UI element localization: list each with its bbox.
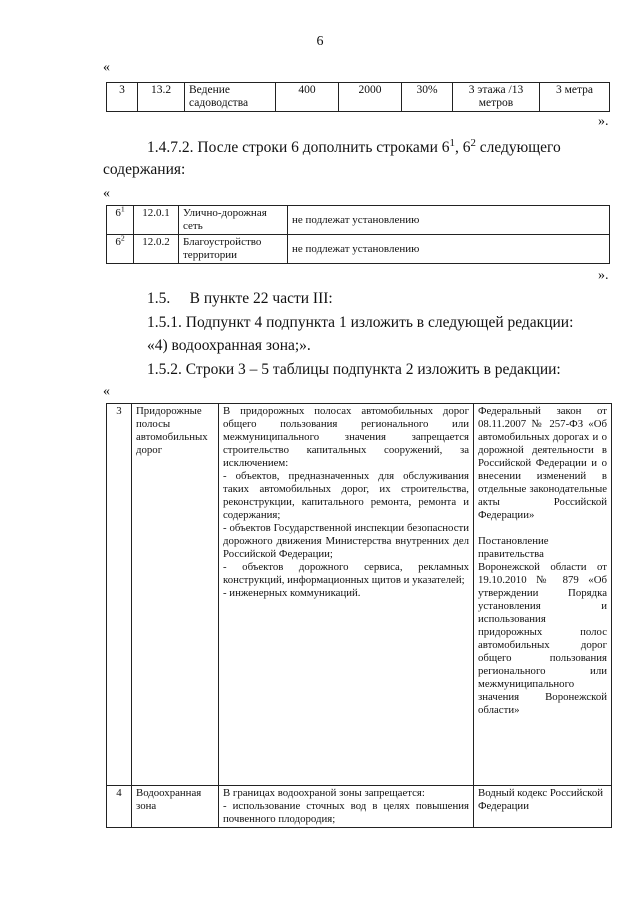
superscript: 2 bbox=[470, 136, 476, 149]
paragraph-1-4-7-2-line2: содержания: bbox=[103, 161, 186, 178]
cell-legal-basis: Водный кодекс Российской Федерации bbox=[474, 786, 612, 828]
table-row bbox=[107, 83, 610, 112]
cell-num bbox=[107, 235, 134, 264]
superscript: 1 bbox=[120, 204, 125, 214]
cell-legal-basis: Федеральный закон от 08.11.2007 № 257-ФЗ «Об автомобильных дорогах и о дорожной деятельности в Российской Федерации и о внесении изменений в отдельные законодательные акты Российской Федерации» Постановление правительства Воронежской области от 19.10.2010 № 879 «Об утверждении Порядка установления и использования придорожных полос автомобильных дорог общего пользования регионального или межмуниципального значения Воронежской области» bbox=[474, 404, 612, 786]
paragraph-1-5: 1.5. В пункте 22 части III: bbox=[147, 290, 333, 307]
quote-open-2: « bbox=[103, 186, 110, 201]
table-zoning-params bbox=[106, 82, 610, 112]
superscript: 2 bbox=[120, 233, 125, 243]
cell-code: 12.0.2 bbox=[134, 235, 179, 264]
cell-name: Благоустройство территории bbox=[179, 235, 288, 264]
cell-min-area: 400 bbox=[276, 83, 339, 112]
table-new-rows bbox=[106, 205, 610, 264]
cell-num: 3 bbox=[107, 404, 132, 786]
cell-setback: 3 метра bbox=[540, 83, 610, 112]
para-text: следующего bbox=[475, 139, 561, 156]
cell-zone-name: Водоохранная зона bbox=[132, 786, 219, 828]
cell-restrictions: В придорожных полосах автомобильных дорог общего пользования регионального или межмуниципального значения запрещается строительство капитальных сооружений, за исключением: - объектов, предназначенных для обслуживания таких автомобильных дорог, их строительства, реконструкции, капитального ремонта, ремонта и содержания; - объектов Государственной инспекции безопасности дорожного движения Министерства внутренних дел Российской Федерации; - объектов дорожного сервиса, рекламных конструкций, информационных щитов и указателей; - инженерных коммуникаций. bbox=[219, 404, 474, 786]
table-row bbox=[107, 404, 612, 786]
table-row bbox=[107, 235, 610, 264]
cell-height: 3 этажа /13 метров bbox=[453, 83, 540, 112]
superscript: 1 bbox=[449, 136, 455, 149]
table-row bbox=[107, 786, 612, 828]
quote-close-1: ». bbox=[598, 114, 609, 129]
cell-name: Ведение садоводства bbox=[185, 83, 276, 112]
cell-code: 12.0.1 bbox=[134, 206, 179, 235]
table-row bbox=[107, 206, 610, 235]
cell-restrictions: В границах водоохраной зоны запрещается: - использование сточных вод в целях повышения почвенного плодородия; bbox=[219, 786, 474, 828]
cell-value: не подлежат установлению bbox=[288, 206, 610, 235]
page-number: 6 bbox=[316, 34, 324, 49]
paragraph-1-5-1-quote: «4) водоохранная зона;». bbox=[147, 337, 311, 354]
quote-close-2: ». bbox=[598, 268, 609, 283]
quote-open-3: « bbox=[103, 384, 110, 399]
cell-zone-name: Придорожные полосы автомобильных дорог bbox=[132, 404, 219, 786]
cell-name: Улично-дорожная сеть bbox=[179, 206, 288, 235]
table-restrictions bbox=[106, 403, 612, 828]
paragraph-1-5-1: 1.5.1. Подпункт 4 подпункта 1 изложить в следующей редакции: bbox=[147, 314, 574, 331]
cell-max-area: 2000 bbox=[339, 83, 402, 112]
cell-value: не подлежат установлению bbox=[288, 235, 610, 264]
row-num: 6 bbox=[115, 236, 121, 248]
paragraph-1-4-7-2-line1 bbox=[147, 138, 610, 158]
row-num: 6 bbox=[115, 207, 121, 219]
quote-open-1: « bbox=[103, 60, 110, 75]
paragraph-1-5-2: 1.5.2. Строки 3 – 5 таблицы подпункта 2 изложить в редакции: bbox=[147, 361, 561, 378]
cell-num: 3 bbox=[107, 83, 138, 112]
para-text: , 6 bbox=[454, 139, 471, 156]
cell-code: 13.2 bbox=[138, 83, 185, 112]
cell-percent: 30% bbox=[402, 83, 453, 112]
para-text: 1.4.7.2. После строки 6 дополнить строками 6 bbox=[147, 139, 450, 156]
cell-num bbox=[107, 206, 134, 235]
cell-num: 4 bbox=[107, 786, 132, 828]
